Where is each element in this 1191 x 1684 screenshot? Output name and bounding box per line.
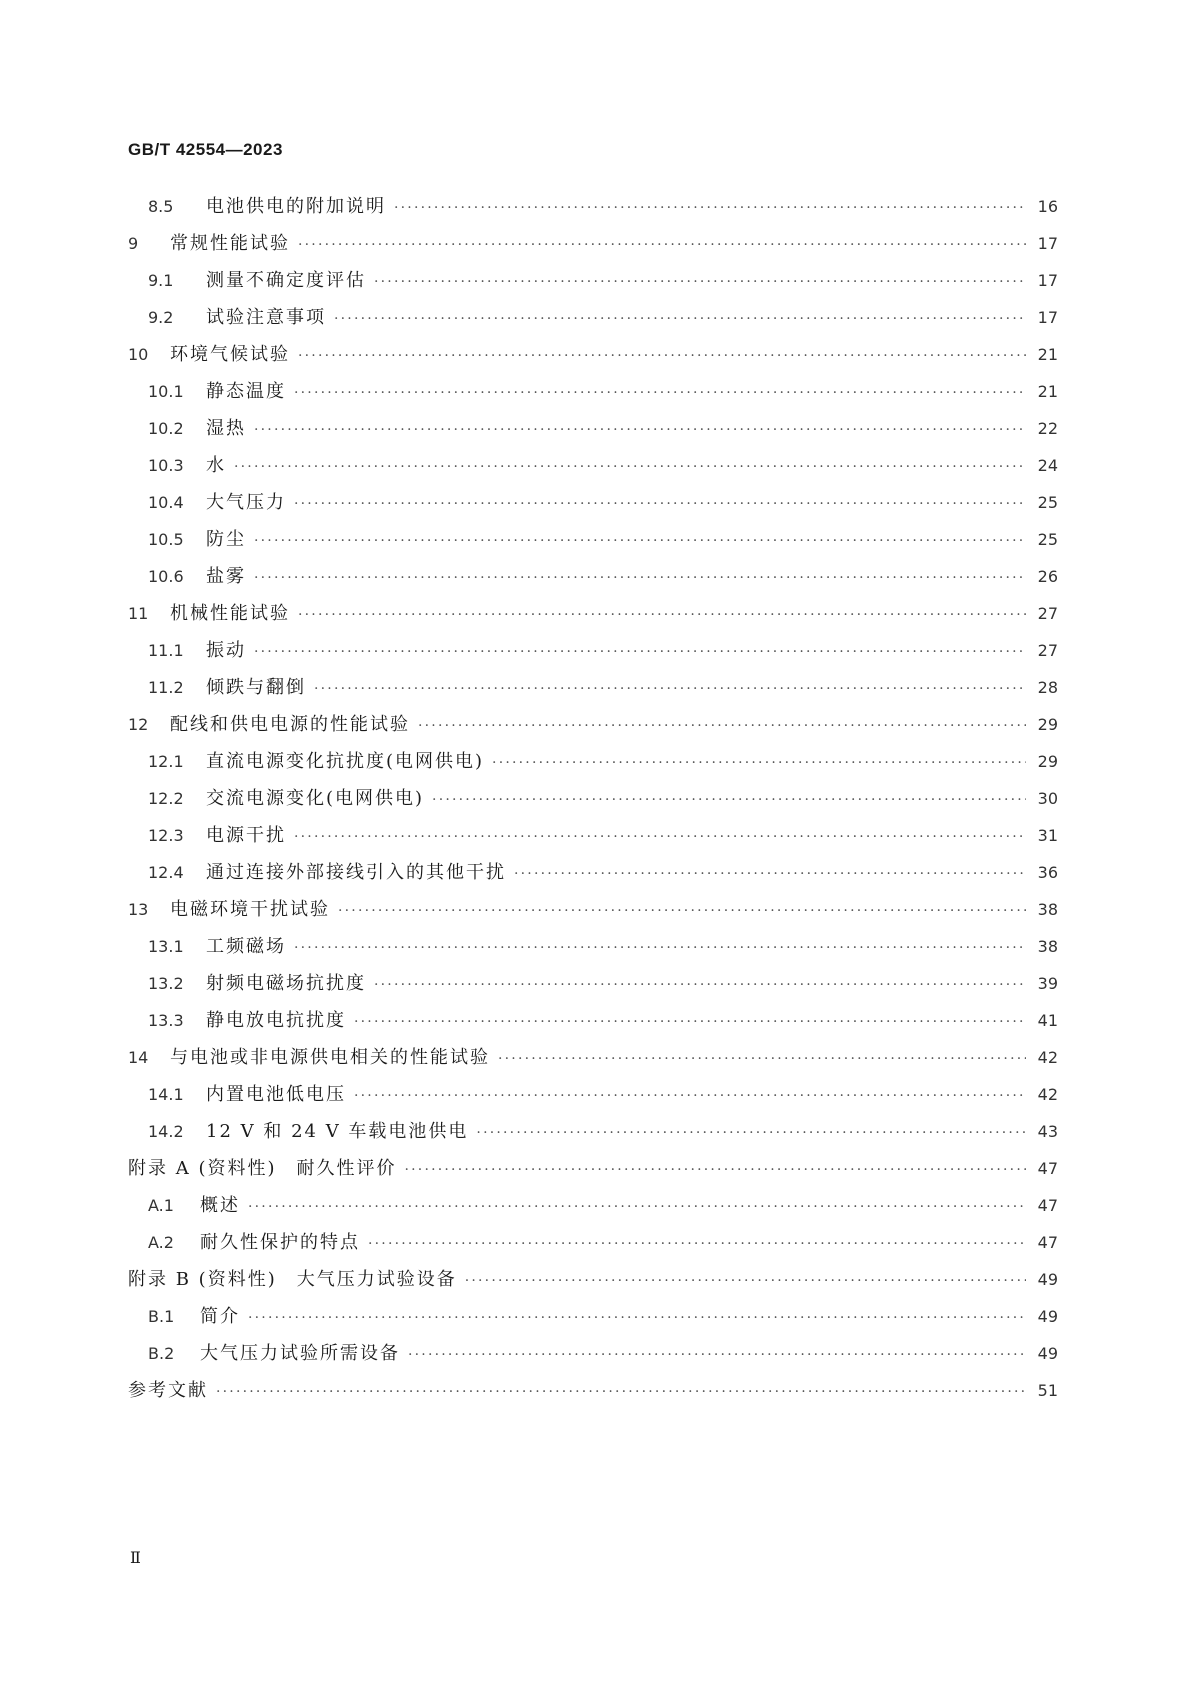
- toc-entry-title: 振动: [206, 640, 246, 661]
- toc-entry-page: 16: [1037, 197, 1058, 216]
- toc-entry-number: 13.3: [148, 1011, 184, 1030]
- toc-entry-page: 21: [1037, 345, 1058, 364]
- dot-leader: [498, 1051, 1026, 1067]
- toc-entry-title: 交流电源变化(电网供电): [206, 788, 425, 809]
- toc-entry-page: 38: [1037, 900, 1058, 919]
- toc-entry[interactable]: [128, 895, 1058, 932]
- toc-entry[interactable]: [128, 821, 1058, 858]
- toc-entry-title: 湿热: [206, 418, 246, 439]
- toc-entry[interactable]: [128, 1191, 1058, 1228]
- toc-entry-page: 17: [1037, 234, 1058, 253]
- toc-entry[interactable]: [128, 599, 1058, 636]
- dot-leader: [354, 1088, 1026, 1104]
- dot-leader: [374, 274, 1026, 290]
- toc-entry-number: A.1: [148, 1196, 174, 1215]
- toc-entry-title: 静电放电抗扰度: [206, 1010, 346, 1031]
- toc-entry-page: 47: [1037, 1196, 1058, 1215]
- toc-entry-title: 12 V 和 24 V 车载电池供电: [206, 1121, 469, 1142]
- toc-entry-title: 防尘: [206, 529, 246, 550]
- toc-entry-page: 26: [1037, 567, 1058, 586]
- toc-entry-title: 参考文献: [128, 1380, 208, 1401]
- toc-entry[interactable]: [128, 710, 1058, 747]
- toc-entry-number: 14.1: [148, 1085, 184, 1104]
- toc-entry-title: 试验注意事项: [206, 307, 326, 328]
- toc-entry-page: 41: [1037, 1011, 1058, 1030]
- toc-entry-number: 10.4: [148, 493, 184, 512]
- toc-entry[interactable]: [128, 1339, 1058, 1376]
- toc-entry-number: 13: [128, 900, 149, 919]
- dot-leader: [394, 200, 1026, 216]
- toc-entry-number: B.1: [148, 1307, 175, 1326]
- dot-leader: [254, 422, 1026, 438]
- toc-entry-page: 29: [1037, 752, 1058, 771]
- toc-entry-page: 49: [1037, 1344, 1058, 1363]
- toc-entry-title: 内置电池低电压: [206, 1084, 346, 1105]
- dot-leader: [405, 1162, 1027, 1178]
- toc-entry-number: 14: [128, 1048, 149, 1067]
- toc-entry-number: 11.2: [148, 678, 184, 697]
- toc-entry-number: 10.2: [148, 419, 184, 438]
- toc-entry-page: 27: [1037, 641, 1058, 660]
- toc-entry[interactable]: [128, 1043, 1058, 1080]
- dot-leader: [298, 607, 1026, 623]
- toc-entry-number: 10: [128, 345, 149, 364]
- toc-entry[interactable]: [128, 932, 1058, 969]
- toc-entry-title: 大气压力: [206, 492, 286, 513]
- toc-entry-number: 8.5: [148, 197, 174, 216]
- toc-entry[interactable]: [128, 1006, 1058, 1043]
- toc-entry-page: 25: [1037, 530, 1058, 549]
- dot-leader: [216, 1384, 1026, 1400]
- dot-leader: [432, 792, 1026, 808]
- toc-entry[interactable]: [128, 488, 1058, 525]
- toc-entry[interactable]: [128, 1302, 1058, 1339]
- dot-leader: [374, 977, 1026, 993]
- toc-entry[interactable]: [128, 1228, 1058, 1265]
- toc-entry-title: 环境气候试验: [170, 344, 290, 365]
- toc-entry-page: 29: [1037, 715, 1058, 734]
- toc-entry[interactable]: [128, 192, 1058, 229]
- toc-entry-page: 17: [1037, 271, 1058, 290]
- toc-entry-number: 14.2: [148, 1122, 184, 1141]
- toc-entry[interactable]: [128, 451, 1058, 488]
- toc-entry-page: 17: [1037, 308, 1058, 327]
- toc-entry[interactable]: [128, 636, 1058, 673]
- dot-leader: [368, 1236, 1026, 1252]
- toc-entry[interactable]: [128, 266, 1058, 303]
- toc-entry[interactable]: [128, 858, 1058, 895]
- toc-entry-page: 47: [1037, 1159, 1058, 1178]
- toc-entry-title: 直流电源变化抗扰度(电网供电): [206, 751, 485, 772]
- toc-entry-page: 36: [1037, 863, 1058, 882]
- toc-entry-title: 简介: [200, 1306, 240, 1327]
- dot-leader: [338, 903, 1026, 919]
- toc-entry[interactable]: [128, 784, 1058, 821]
- dot-leader: [254, 644, 1026, 660]
- toc-entry-title: 电磁环境干扰试验: [170, 899, 330, 920]
- toc-entry[interactable]: [128, 1265, 1058, 1302]
- toc-entry[interactable]: [128, 1117, 1058, 1154]
- toc-entry[interactable]: [128, 562, 1058, 599]
- toc-entry-title: 常规性能试验: [170, 233, 290, 254]
- dot-leader: [298, 237, 1026, 253]
- toc-entry-page: 27: [1037, 604, 1058, 623]
- dot-leader: [314, 681, 1026, 697]
- toc-entry-title: 附录 A (资料性) 耐久性评价: [128, 1158, 397, 1179]
- dot-leader: [248, 1310, 1026, 1326]
- dot-leader: [294, 385, 1026, 401]
- toc-entry[interactable]: [128, 414, 1058, 451]
- toc-entry-title: 射频电磁场抗扰度: [206, 973, 366, 994]
- toc-entry[interactable]: [128, 1376, 1058, 1413]
- toc-entry-number: 12: [128, 715, 149, 734]
- toc-entry-page: 49: [1037, 1270, 1058, 1289]
- toc-entry-title: 工频磁场: [206, 936, 286, 957]
- toc-entry-page: 47: [1037, 1233, 1058, 1252]
- dot-leader: [248, 1199, 1026, 1215]
- page-number: Ⅱ: [130, 1548, 141, 1567]
- toc-entry[interactable]: [128, 525, 1058, 562]
- document-code: GB/T 42554—2023: [128, 140, 283, 159]
- toc-entry-title: 倾跌与翻倒: [206, 677, 306, 698]
- toc-entry[interactable]: [128, 969, 1058, 1006]
- dot-leader: [418, 718, 1026, 734]
- dot-leader: [334, 311, 1026, 327]
- toc-entry[interactable]: [128, 377, 1058, 414]
- toc-entry-page: 25: [1037, 493, 1058, 512]
- toc-entry-number: 10.1: [148, 382, 184, 401]
- toc-entry-number: 9.1: [148, 271, 174, 290]
- toc-entry-title: 概述: [200, 1195, 240, 1216]
- toc-entry-number: 11.1: [148, 641, 184, 660]
- toc-entry-title: 水: [206, 455, 226, 476]
- toc-entry-title: 附录 B (资料性) 大气压力试验设备: [128, 1269, 457, 1290]
- toc-entry-number: 10.3: [148, 456, 184, 475]
- toc-entry-title: 耐久性保护的特点: [200, 1232, 360, 1253]
- dot-leader: [408, 1347, 1026, 1363]
- dot-leader: [492, 755, 1026, 771]
- toc-entry-number: 9.2: [148, 308, 174, 327]
- toc-entry-number: 10.5: [148, 530, 184, 549]
- table-of-contents: [128, 192, 1058, 1413]
- toc-entry-page: 22: [1037, 419, 1058, 438]
- toc-entry-number: 13.1: [148, 937, 184, 956]
- toc-entry-number: A.2: [148, 1233, 174, 1252]
- toc-entry-title: 与电池或非电源供电相关的性能试验: [170, 1047, 490, 1068]
- toc-entry-title: 测量不确定度评估: [206, 270, 366, 291]
- toc-entry[interactable]: [128, 673, 1058, 710]
- toc-entry[interactable]: [128, 1080, 1058, 1117]
- toc-entry-page: 24: [1037, 456, 1058, 475]
- toc-entry-number: 9: [128, 234, 139, 253]
- toc-entry-title: 盐雾: [206, 566, 246, 587]
- dot-leader: [476, 1125, 1026, 1141]
- dot-leader: [294, 829, 1026, 845]
- toc-entry-number: 13.2: [148, 974, 184, 993]
- toc-entry-page: 39: [1037, 974, 1058, 993]
- dot-leader: [254, 533, 1026, 549]
- toc-entry-number: B.2: [148, 1344, 175, 1363]
- dot-leader: [354, 1014, 1026, 1030]
- toc-entry-number: 12.4: [148, 863, 184, 882]
- dot-leader: [465, 1273, 1026, 1289]
- toc-entry-page: 30: [1037, 789, 1058, 808]
- toc-entry-page: 31: [1037, 826, 1058, 845]
- toc-entry-page: 38: [1037, 937, 1058, 956]
- toc-entry-title: 大气压力试验所需设备: [200, 1343, 400, 1364]
- toc-entry-title: 静态温度: [206, 381, 286, 402]
- toc-entry-number: 11: [128, 604, 149, 623]
- toc-entry-page: 42: [1037, 1048, 1058, 1067]
- dot-leader: [298, 348, 1026, 364]
- toc-entry[interactable]: [128, 340, 1058, 377]
- toc-entry-number: 10.6: [148, 567, 184, 586]
- toc-entry-title: 电池供电的附加说明: [206, 196, 386, 217]
- toc-entry-page: 43: [1037, 1122, 1058, 1141]
- toc-entry-number: 12.2: [148, 789, 184, 808]
- toc-entry-page: 51: [1037, 1381, 1058, 1400]
- toc-entry-number: 12.3: [148, 826, 184, 845]
- toc-entry-page: 28: [1037, 678, 1058, 697]
- toc-entry-page: 42: [1037, 1085, 1058, 1104]
- dot-leader: [514, 866, 1026, 882]
- toc-entry[interactable]: [128, 747, 1058, 784]
- toc-entry-page: 21: [1037, 382, 1058, 401]
- dot-leader: [234, 459, 1026, 475]
- dot-leader: [294, 496, 1026, 512]
- toc-entry-title: 通过连接外部接线引入的其他干扰: [206, 862, 506, 883]
- dot-leader: [294, 940, 1026, 956]
- dot-leader: [254, 570, 1026, 586]
- toc-entry-number: 12.1: [148, 752, 184, 771]
- toc-entry-title: 机械性能试验: [170, 603, 290, 624]
- toc-entry[interactable]: [128, 1154, 1058, 1191]
- toc-entry-page: 49: [1037, 1307, 1058, 1326]
- toc-entry-title: 电源干扰: [206, 825, 286, 846]
- toc-entry-title: 配线和供电电源的性能试验: [170, 714, 410, 735]
- toc-entry[interactable]: [128, 303, 1058, 340]
- toc-entry[interactable]: [128, 229, 1058, 266]
